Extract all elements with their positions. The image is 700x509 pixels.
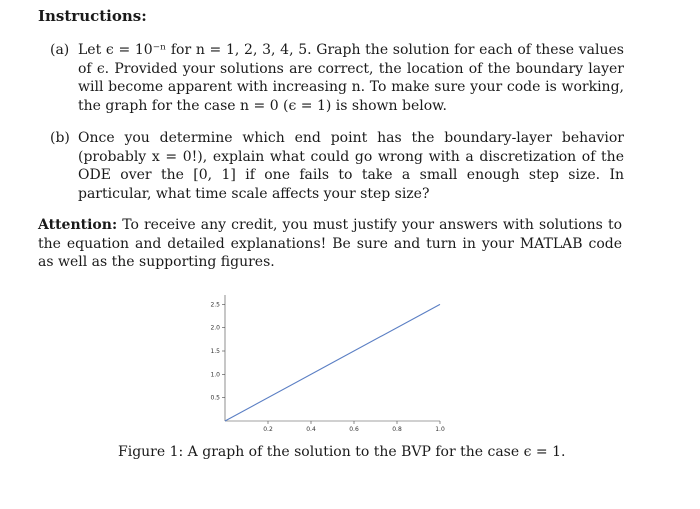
instruction-item-b [50,129,624,203]
x-tick-label: 0.8 [392,426,402,433]
y-tick-label: 0.5 [210,394,220,402]
item-text: Let ϵ = 10⁻ⁿ for n = 1, 2, 3, 4, 5. Graph the solution for each of these values of ϵ. Provided your solutions are correct, the location of the boundary layer will become apparent with increasing n. To make sure your code is working, the graph for the case n = 0 (ϵ = 1) is shown below. [78,42,624,114]
x-tick-label: 1.0 [435,426,445,433]
x-tick-label: 0.6 [349,426,359,433]
item-label: (b) [50,130,70,146]
y-tick-label: 1.0 [210,371,220,379]
item-label: (a) [50,42,70,58]
solution-chart [195,290,445,435]
instructions-heading: Instructions: [38,7,147,25]
item-text: Once you determine which end point has the boundary-layer behavior (probably x = 0!), explain what could go wrong with a discretization of the ODE over the [0, 1] if one fails to take a small enough step size. In particular, what time scale affects your step size? [78,130,624,202]
series-line [225,304,440,421]
y-tick-label: 2.5 [210,301,220,309]
figure-caption: Figure 1: A graph of the solution to the BVP for the case ϵ = 1. [118,444,566,460]
attention-paragraph [38,216,622,272]
y-tick-label: 1.5 [210,348,220,355]
x-tick-label: 0.4 [306,426,316,433]
attention-text: To receive any credit, you must justify your answers with solutions to the equation and detailed explanations! Be sure and turn in your MATLAB code as well as the supporting figures. [38,217,622,270]
y-tick-label: 2.0 [210,324,220,332]
attention-label: Attention: [38,217,118,233]
instruction-item-a [50,41,624,115]
x-tick-label: 0.2 [263,426,273,433]
